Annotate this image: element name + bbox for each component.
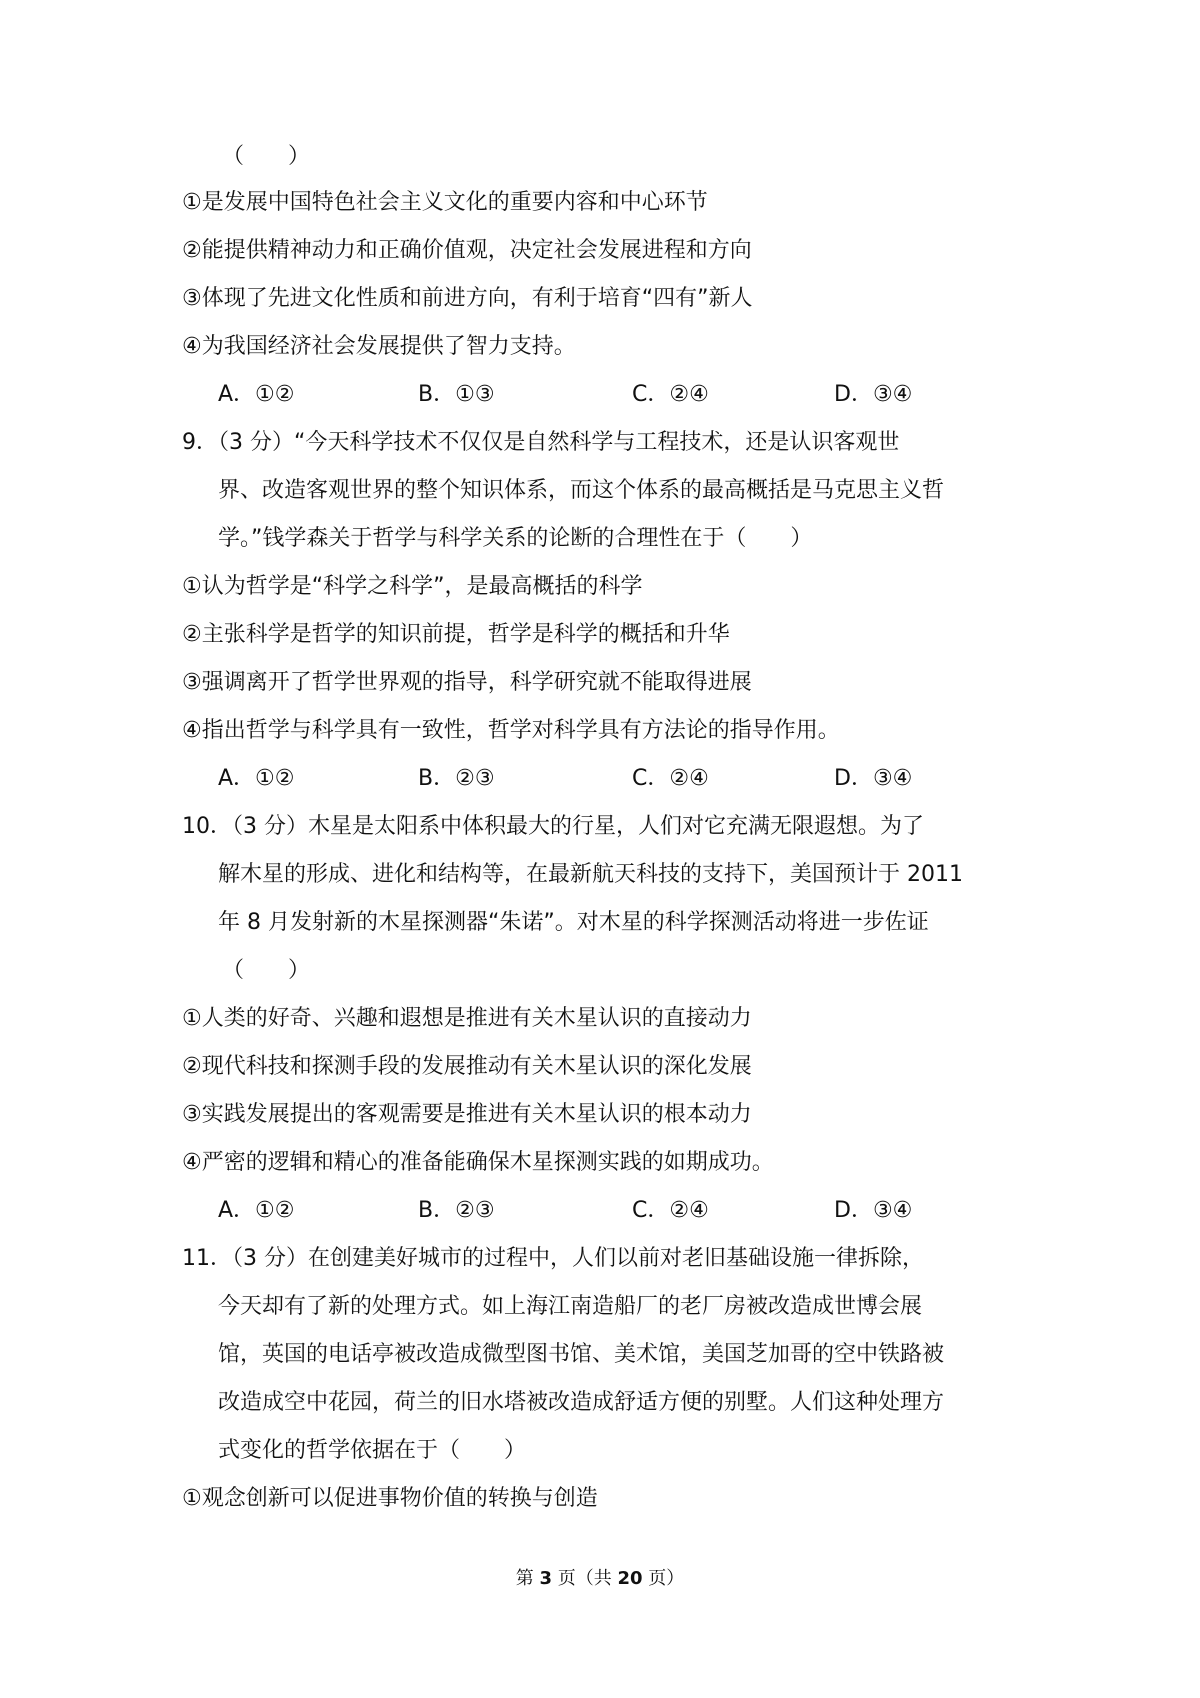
- q10-stem-line-1: 10．（3 分）木星是太阳系中体积最大的行星，人们对它充满无限遐想。为了: [182, 814, 924, 839]
- q11-stem-line-2: 今天却有了新的处理方式。如上海江南造船厂的老厂房被改造成世博会展: [218, 1294, 923, 1319]
- q10-stem-line-3: 年 8 月发射新的木星探测器“朱诺”。对木星的科学探测活动将进一步佐证: [218, 910, 929, 935]
- q8-option-d: D．③④: [834, 382, 913, 407]
- q9-option-c: C．②④: [632, 766, 709, 791]
- q10-stem-line-2: 解木星的形成、进化和结构等，在最新航天科技的支持下，美国预计于 2011: [218, 862, 963, 887]
- q11-stem-line-3: 馆，英国的电话亭被改造成微型图书馆、美术馆，美国芝加哥的空中铁路被: [218, 1342, 945, 1367]
- q10-answer-paren: （ ）: [222, 958, 311, 983]
- footer-page-number: 3: [539, 1568, 552, 1589]
- q9-option-b: B．②③: [418, 766, 495, 791]
- q8-option-b: B．①③: [418, 382, 495, 407]
- q10-option-a: A．①②: [218, 1198, 295, 1223]
- q9-stem-line-1: 9．（3 分）“今天科学技术不仅仅是自然科学与工程技术，还是认识客观世: [182, 430, 900, 455]
- footer-suffix: 页）: [642, 1568, 685, 1589]
- q9-statement-2: ②主张科学是哲学的知识前提，哲学是科学的概括和升华: [182, 622, 730, 647]
- q10-option-d: D．③④: [834, 1198, 913, 1223]
- q11-stem-line-1: 11．（3 分）在创建美好城市的过程中，人们以前对老旧基础设施一律拆除，: [182, 1246, 924, 1271]
- footer-total-pages: 20: [617, 1568, 643, 1589]
- q9-statement-1: ①认为哲学是“科学之科学”，是最高概括的科学: [182, 574, 643, 599]
- q8-option-c: C．②④: [632, 382, 709, 407]
- q9-stem-line-2: 界、改造客观世界的整个知识体系，而这个体系的最高概括是马克思主义哲: [218, 478, 945, 503]
- q8-statement-1: ①是发展中国特色社会主义文化的重要内容和中心环节: [182, 190, 708, 215]
- q8-answer-paren: （ ）: [222, 144, 311, 169]
- footer-prefix: 第: [515, 1568, 540, 1589]
- q10-option-c: C．②④: [632, 1198, 709, 1223]
- q10-statement-3: ③实践发展提出的客观需要是推进有关木星认识的根本动力: [182, 1102, 752, 1127]
- q10-statement-4: ④严密的逻辑和精心的准备能确保木星探测实践的如期成功。: [182, 1150, 774, 1175]
- q11-stem-line-5: 式变化的哲学依据在于（ ）: [218, 1438, 527, 1463]
- q11-stem-line-4: 改造成空中花园，荷兰的旧水塔被改造成舒适方便的别墅。人们这种处理方: [218, 1390, 945, 1415]
- q11-statement-1: ①观念创新可以促进事物价值的转换与创造: [182, 1486, 598, 1511]
- q8-option-a: A．①②: [218, 382, 295, 407]
- q9-stem-line-3: 学。”钱学森关于哲学与科学关系的论断的合理性在于（ ）: [218, 526, 813, 551]
- footer-middle: 页（共: [552, 1568, 618, 1589]
- q8-statement-3: ③体现了先进文化性质和前进方向，有利于培育“四有”新人: [182, 286, 753, 311]
- q10-option-b: B．②③: [418, 1198, 495, 1223]
- q10-statement-1: ①人类的好奇、兴趣和遐想是推进有关木星认识的直接动力: [182, 1006, 752, 1031]
- q9-option-d: D．③④: [834, 766, 913, 791]
- page-footer: [0, 1566, 1200, 1592]
- q9-statement-4: ④指出哲学与科学具有一致性，哲学对科学具有方法论的指导作用。: [182, 718, 840, 743]
- q8-statement-4: ④为我国经济社会发展提供了智力支持。: [182, 334, 576, 359]
- q9-option-a: A．①②: [218, 766, 295, 791]
- q10-statement-2: ②现代科技和探测手段的发展推动有关木星认识的深化发展: [182, 1054, 752, 1079]
- q9-statement-3: ③强调离开了哲学世界观的指导，科学研究就不能取得进展: [182, 670, 752, 695]
- q8-statement-2: ②能提供精神动力和正确价值观，决定社会发展进程和方向: [182, 238, 752, 263]
